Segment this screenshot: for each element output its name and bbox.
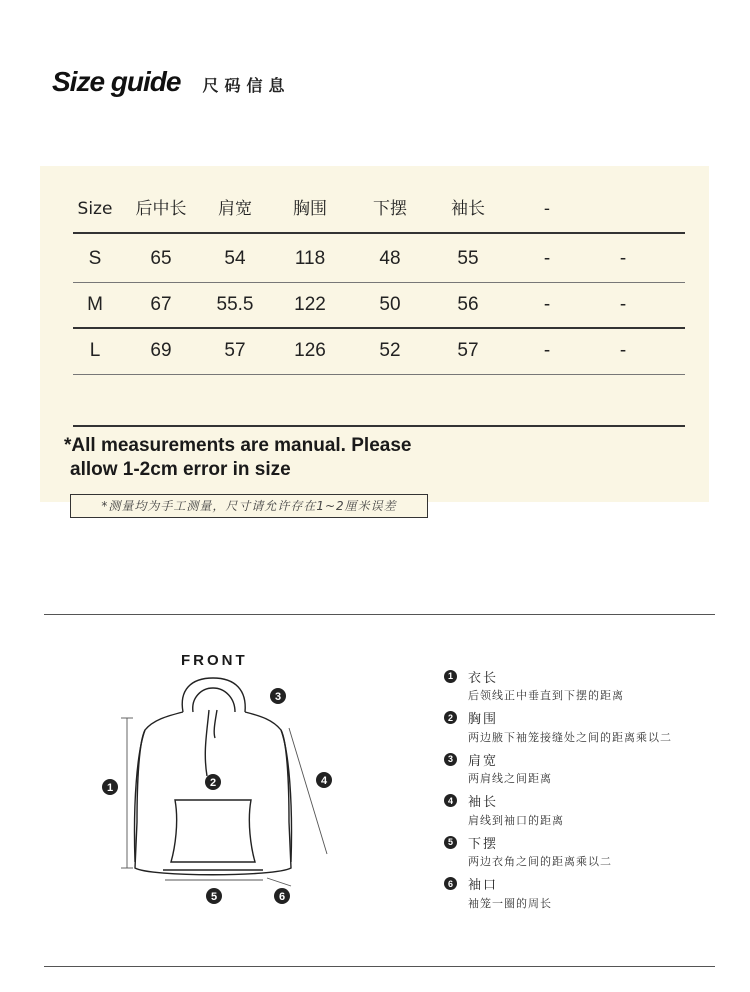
cell-size: L	[89, 340, 101, 361]
legend-item-cuff	[444, 875, 734, 917]
legend-number-2: 2	[444, 711, 457, 724]
legend-item-shoulder	[444, 750, 734, 792]
hood-inner	[193, 688, 235, 712]
table-row	[73, 282, 685, 328]
size-table	[73, 186, 685, 232]
legend-name: 胸围	[468, 712, 499, 727]
measurement-note-chinese: *测量均为手工测量，尺寸请允许存在1~2厘米误差	[70, 494, 428, 518]
cell-extra-1: -	[543, 248, 551, 269]
legend-description: 两肩线之间距离	[468, 772, 552, 785]
cell-sleeve: 57	[457, 340, 479, 361]
legend-number-3: 3	[444, 753, 457, 766]
cell-extra-1: -	[543, 340, 551, 361]
column-header-chest: 胸围	[293, 199, 327, 219]
cell-hem: 52	[379, 340, 401, 361]
legend-name: 袖长	[468, 795, 499, 810]
legend-name: 下摆	[468, 836, 499, 852]
drawstring-right	[214, 710, 217, 738]
title-chinese: 尺码信息	[202, 76, 291, 95]
legend-number-6: 6	[444, 877, 457, 890]
body-outline	[135, 712, 291, 875]
legend-description: 两边衣角之间的距离乘以二	[468, 855, 612, 868]
cell-sleeve: 56	[457, 294, 479, 315]
cell-chest: 122	[294, 294, 326, 315]
marker-5: 5	[210, 891, 218, 903]
table-row	[73, 236, 685, 282]
column-header-hem: 下摆	[373, 199, 407, 219]
cell-size: M	[87, 294, 103, 315]
legend-number-1: 1	[444, 670, 457, 683]
column-header-size: Size	[77, 199, 113, 219]
cell-shoulder: 57	[224, 340, 246, 361]
measurement-legend	[444, 667, 734, 916]
cell-sleeve: 55	[457, 248, 479, 269]
marker-3: 3	[274, 691, 282, 703]
title-english: Size guide	[52, 66, 181, 97]
cell-size: S	[88, 248, 102, 269]
marker-4: 4	[320, 775, 328, 787]
note-line-1: *All measurements are manual. Please	[64, 435, 412, 456]
note-line-2: allow 1-2cm error in size	[70, 459, 291, 480]
cell-hem: 50	[379, 294, 401, 315]
measurement-note	[64, 434, 411, 482]
column-header-back-length: 后中长	[135, 199, 187, 219]
diagram-markers	[102, 688, 332, 904]
cell-shoulder: 55.5	[216, 294, 254, 315]
section-divider-bottom	[44, 966, 715, 967]
table-body	[73, 328, 685, 374]
legend-number-4: 4	[444, 794, 457, 807]
cell-back-length: 67	[150, 294, 172, 315]
marker-1: 1	[106, 782, 114, 794]
kangaroo-pocket	[171, 800, 255, 862]
marker-2: 2	[209, 777, 217, 789]
page-header	[52, 66, 290, 98]
table-header-row	[73, 186, 685, 232]
legend-number-5: 5	[444, 836, 457, 849]
column-header-extra: -	[543, 199, 551, 219]
cell-shoulder: 54	[224, 248, 246, 269]
section-divider-top	[44, 614, 715, 615]
legend-item-chest	[444, 709, 734, 751]
table-body	[73, 236, 685, 282]
cell-chest: 118	[294, 248, 326, 269]
cell-extra-2: -	[619, 294, 627, 315]
legend-description: 肩线到袖口的距离	[468, 813, 564, 827]
column-header-shoulder: 肩宽	[218, 199, 252, 219]
diagram-label: FRONT	[181, 652, 248, 669]
column-header-sleeve: 袖长	[451, 199, 485, 219]
table-bottom-divider	[73, 425, 685, 427]
cell-back-length: 65	[150, 248, 172, 269]
legend-description: 后领线正中垂直到下摆的距离	[468, 689, 624, 702]
table-body	[73, 282, 685, 328]
legend-description: 两边腋下袖笼接缝处之间的距离乘以二	[468, 730, 672, 744]
cell-chest: 126	[294, 340, 326, 361]
cell-extra-2: -	[619, 340, 627, 361]
cell-extra-2: -	[619, 248, 627, 269]
cell-hem: 48	[379, 248, 401, 269]
marker-6: 6	[278, 891, 286, 903]
legend-item-hem	[444, 833, 734, 875]
drawstring-left	[205, 710, 209, 776]
hoodie-diagram	[95, 672, 345, 912]
table-row	[73, 328, 685, 374]
table-divider	[73, 232, 685, 234]
legend-name: 衣长	[468, 670, 499, 686]
cell-extra-1: -	[543, 294, 551, 315]
legend-description: 袖笼一圈的周长	[468, 896, 552, 910]
legend-name: 肩宽	[468, 753, 499, 769]
legend-item-sleeve	[444, 792, 734, 834]
legend-name: 袖口	[468, 878, 499, 893]
legend-item-length	[444, 667, 734, 709]
cell-back-length: 69	[150, 340, 172, 361]
hood-outline	[182, 678, 245, 712]
row-divider	[73, 374, 685, 375]
